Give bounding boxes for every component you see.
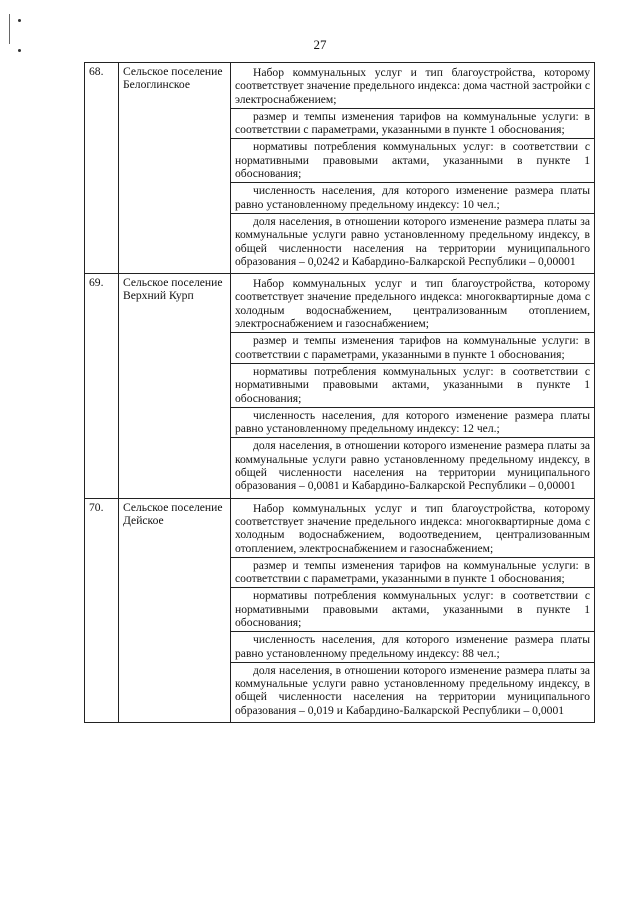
description-paragraph: нормативы потребления коммунальных услуг: в соответствии с нормативными правовыми актами, указанными в пункте 1 обоснования;: [231, 139, 594, 183]
table-row: [85, 274, 595, 498]
row-number: 69.: [85, 274, 119, 498]
settlement-name: Сельское поселение Верхний Курп: [119, 274, 231, 498]
description-paragraph: доля населения, в отношении которого изменение размера платы за коммунальные услуги равно установленному предельному индексу, в общей численности населения на территории муниципального образования – 0,0081 и Кабардино-Балкарской Республики – 0,00001: [235, 439, 590, 493]
description-paragraph: численность населения, для которого изменение размера платы равно установленному предельному индексу: 10 чел.;: [231, 183, 594, 214]
table-row: [85, 63, 595, 274]
description-paragraph: Набор коммунальных услуг и тип благоустройства, которому соответствует значение предельного индекса: многоквартирные дома с холодным водоснабжением, централизованным отоплением, электроснабжением и газоснабжением;: [231, 276, 594, 333]
row-description: [231, 498, 595, 722]
row-number: 70.: [85, 498, 119, 722]
description-paragraph: численность населения, для которого изменение размера платы равно установленному предельному индексу: 88 чел.;: [231, 632, 594, 663]
row-description: [231, 63, 595, 274]
description-paragraph: размер и темпы изменения тарифов на коммунальные услуги: в соответствии с параметрами, указанными в пункте 1 обоснования;: [231, 109, 594, 140]
description-paragraph: Набор коммунальных услуг и тип благоустройства, которому соответствует значение предельного индекса: многоквартирные дома с холодным водоснабжением, водоотведением, централизованным отоплением, электроснабжением и газоснабжением;: [231, 501, 594, 558]
row-description: [231, 274, 595, 498]
description-paragraph: доля населения, в отношении которого изменение размера платы за коммунальные услуги равно установленному предельному индексу, в общей численности населения на территории муниципального образования – 0,0242 и Кабардино-Балкарской Республики – 0,00001: [235, 214, 590, 268]
settlement-name: Сельское поселение Дейское: [119, 498, 231, 722]
description-paragraph: Набор коммунальных услуг и тип благоустройства, которому соответствует значение предельного индекса: дома частной застройки с электроснабжением;: [231, 65, 594, 109]
settlement-name: Сельское поселение Белоглинское: [119, 63, 231, 274]
indicators-table: [84, 62, 595, 723]
description-paragraph: численность населения, для которого изменение размера платы равно установленному предельному индексу: 12 чел.;: [231, 408, 594, 439]
description-paragraph: нормативы потребления коммунальных услуг: в соответствии с нормативными правовыми актами, указанными в пункте 1 обоснования;: [231, 364, 594, 408]
description-paragraph: доля населения, в отношении которого изменение размера платы за коммунальные услуги равно установленному предельному индексу, в общей численности населения на территории муниципального образования – 0,019 и Кабардино-Балкарской Республики – 0,0001: [235, 663, 590, 717]
row-number: 68.: [85, 63, 119, 274]
description-paragraph: нормативы потребления коммунальных услуг: в соответствии с нормативными правовыми актами, указанными в пункте 1 обоснования;: [231, 588, 594, 632]
description-paragraph: размер и темпы изменения тарифов на коммунальные услуги: в соответствии с параметрами, указанными в пункте 1 обоснования;: [231, 333, 594, 364]
table-row: [85, 498, 595, 722]
page-number: 27: [313, 37, 327, 52]
scan-margin-dot: [18, 19, 21, 22]
description-paragraph: размер и темпы изменения тарифов на коммунальные услуги: в соответствии с параметрами, указанными в пункте 1 обоснования;: [231, 558, 594, 589]
